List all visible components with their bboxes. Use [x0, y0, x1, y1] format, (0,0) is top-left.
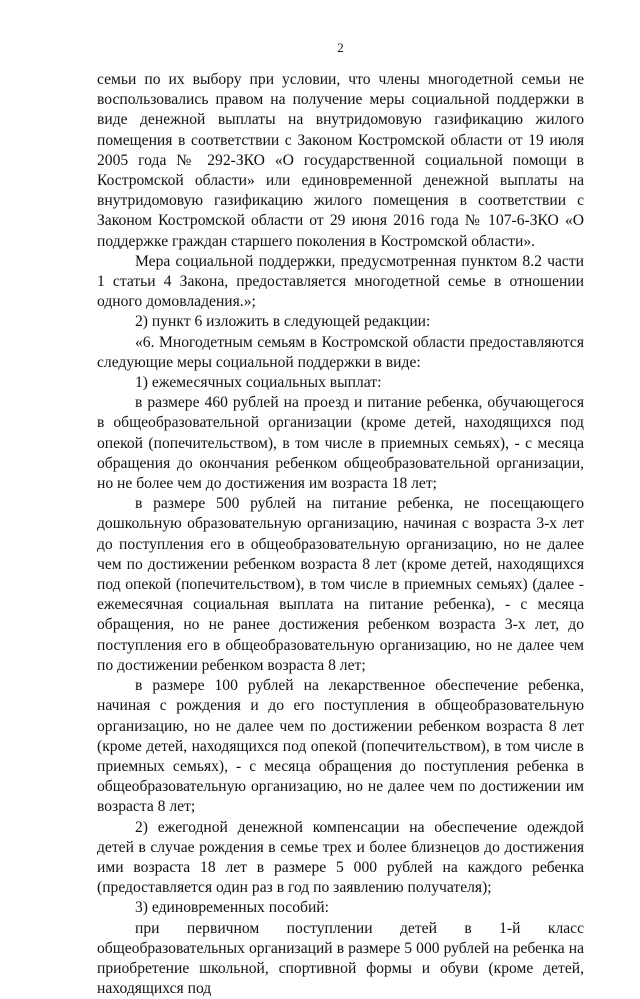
paragraph: «6. Многодетным семьям в Костромской области предоставляются следующие меры социальной поддержки в виде:: [97, 333, 584, 371]
paragraph: 3) единовременных пособий:: [135, 899, 329, 917]
paragraph: 2) пункт 6 изложить в следующей редакции:: [135, 313, 431, 331]
paragraph: Мера социальной поддержки, предусмотренная пунктом 8.2 части 1 статьи 4 Закона, предоставляется многодетной семье в отношении одного домовладения.»;: [97, 252, 584, 311]
paragraph: в размере 500 рублей на питание ребенка, не посещающего дошкольную образовательную организацию, начиная с возраста 3-х лет до поступления его в общеобразовательную организацию, но не далее чем по достижении ребенком возраста 8 лет (кроме детей, находящихся под опекой (попечительством), в том числе в приемных семьях) (далее - ежемесячная социальная выплата на питание ребенка), - с месяца обращения, но не ранее достижения ребенком возраста 3-х лет, до поступления его в общеобразовательную организацию, но не далее чем по достижении ребенком возраста 8 лет;: [97, 495, 584, 674]
paragraph: семьи по их выбору при условии, что члены многодетной семьи не воспользовались правом на получение меры социальной поддержки в виде денежной выплаты на внутридомовую газификацию жилого помещения в соответствии с Законом Костромской области от 19 июля 2005 года № 292-ЗКО «О государственной социальной помощи в Костромской области» или единовременной денежной выплаты на внутридомовую газификацию жилого помещения в соответствии с Законом Костромской области от 29 июня 2016 года № 107-6-ЗКО «О поддержке граждан старшего поколения в Костромской области».: [97, 71, 584, 250]
paragraph: при первичном поступлении детей в 1-й класс общеобразовательных организаций в размере 5 000 рублей на ребенка на приобретение школьной, спортивной формы и обуви (кроме детей, находящихся под: [97, 919, 584, 998]
paragraph: в размере 100 рублей на лекарственное обеспечение ребенка, начиная с рождения и до его поступления в общеобразовательную организацию, но не далее чем по достижении ребенком возраста 8 лет (кроме детей, находящихся под опекой (попечительством), в том числе в приемных семьях), - с месяца обращения до поступления ребенка в общеобразовательную организацию, но не далее чем по достижении им возраста 8 лет;: [97, 677, 584, 816]
page-number: 2: [337, 40, 344, 55]
paragraph: в размере 460 рублей на проезд и питание ребенка, обучающегося в общеобразовательной организации (кроме детей, находящихся под опекой (попечительством), в том числе в приемных семьях), - с месяца обращения до окончания ребенком общеобразовательной организации, но не более чем до достижения им возраста 18 лет;: [97, 394, 584, 493]
paragraph: 1) ежемесячных социальных выплат:: [135, 374, 382, 392]
paragraph: 2) ежегодной денежной компенсации на обеспечение одеждой детей в случае рождения в семье трех и более близнецов до достижения ими возраста 18 лет в размере 5 000 рублей на каждого ребенка (предоставляется один раз в год по заявлению получателя);: [97, 818, 584, 897]
